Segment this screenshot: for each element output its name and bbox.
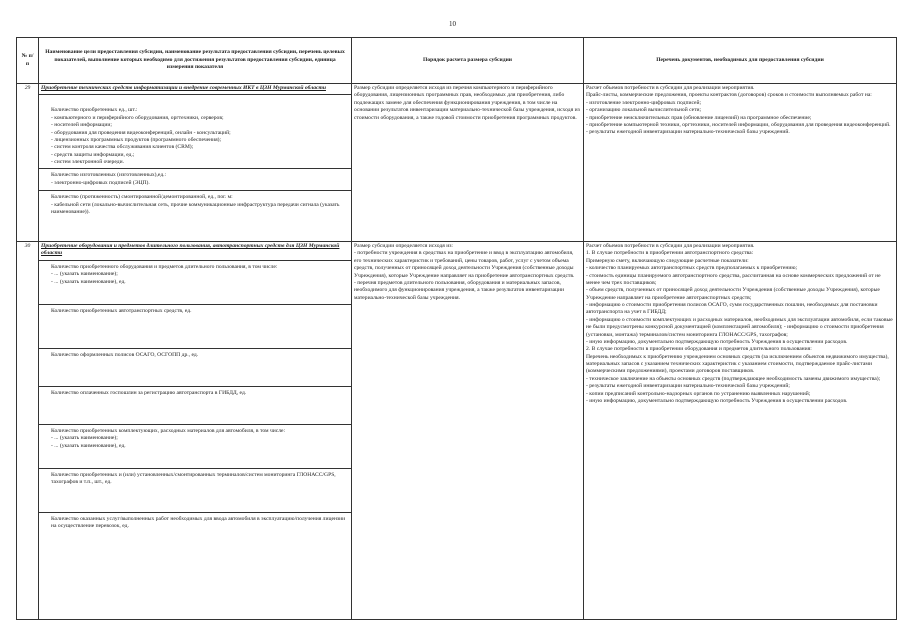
table-row <box>17 242 897 620</box>
goal-cell <box>39 242 352 620</box>
indicator-item: Количество оплаченных госпошлин за регистрацию автотранспорта в ГИБДД, ед. <box>39 386 351 424</box>
page-number: 10 <box>449 20 456 28</box>
table-row <box>17 84 897 242</box>
indicator-item: Количество приобретенных ед., шт.: - компьютерного и периферийного оборудования, оргтехники, серверов; - носителей информации; - оборудования для проведения видеоконференций, онлайн - консультаций; - лицензионных программных продуктов (программного обеспечения); - систем контроля качества обслуживания клиентов (CRM); - средств защиты информации, ед.; - систем электронной очереди. <box>39 95 351 169</box>
docs-cell: Расчет объемов потребности в субсидии для реализации мероприятия. Прайс-листы, коммерческие предложения, проекты контрактов (договоров) сроков и стоимости выполняемых работ на: - изготовление электронно-цифровых подписей; - организацию локальной вычислительной сети; - приобретение неисключительных прав (обновление лицензий) на программное обеспечение; - приобретение компьютерной техники, оргтехники, носителей информации, оборудования для проведения видеоконференций. - результаты ежегодной инвентаризации материально-технической базы учреждений. <box>584 84 897 242</box>
indicator-item: Количество (протяженность) смонтированной/демонтированной, ед., пог. м: - кабельной сети (локально-вычислительная сеть, прочие коммуникационные инфраструктура передачи сигнала (указать наименование)). <box>39 191 351 219</box>
docs-cell: Расчет объемов потребности в субсидии для реализации мероприятия. 1. В случае потребности в приобретении автотранспортного средства: Примерную смету, включающую следующие расчетные показатели: - количество планируемых автотранспортных средств предполагаемых к приобретению; - стоимость единицы планируемого автотранспортного средства, рассчитанная на основе коммерческих предложений от не менее чем трех поставщиков; - объем средств, полученных от приносящей доход деятельности Учреждения (собственные доходы Учреждения), которые Учреждение направляет на приобретение автотранспортных средств; - информацию о стоимости приобретения полисов ОСАГО, сумм государственных пошлин, необходимых для постановки автотранспорта на учет в ГИБДД; - информацию о стоимости комплектующих и расходных материалов, необходимых для эксплуатации автомобиля, если таковые не были предусмотрены конкурсной документацией (комплектацией автомобиля); - информацию о стоимости приобретения (установки, монтажа) терминалов/систем мониторинга ГЛОНАСС/GPS, тахографов; - иную информацию, документально подтверждающую потребность Учреждения в осуществлении расходов. 2. В случае потребности в приобретении оборудования и предметов длительного пользования: Перечень необходимых к приобретению учреждением основных средств (за исключением объектов недвижимого имущества), материальных запасов с указанием технических характеристик с указанием стоимости, подтверждаемое прайс-листами (коммерческими предложениями), проектами договоров поставщиков. - техническое заключение на объекты основных средств (подтверждающее необходимость замены движимого имущества); - результаты ежегодной инвентаризации материально-технической базы учреждений; - копии предписаний контрольно-надзорных органов по устранению выявленных нарушений; - иную информацию, документально подтверждающую потребность Учреждения в осуществлении расходов. <box>584 242 897 620</box>
indicator-item: Количество оказанных услуг/выполненных работ необходимых для ввода автомобиля в эксплуатацию/получения лицензии на осуществление перевозок, ед. <box>39 512 351 558</box>
header-num: № п/п <box>17 38 39 84</box>
indicator-item: Количество изготовленных (изготовленных),ед.: - электронно-цифровых подписей (ЭЦП). <box>39 169 351 191</box>
header-name: Наименование цели предоставления субсидии, наименование результата предоставления субсидии, перечень целевых показателей, выполнение которых необходимо для достижения результатов предоставления субсидии, единица измерения показателя <box>39 38 352 84</box>
header-docs: Перечень документов, необходимых для предоставления субсидии <box>584 38 897 84</box>
indicators-list <box>39 260 351 559</box>
indicator-item: Количество оформленных полисов ОСАГО, ОСГОПП др., ед. <box>39 348 351 386</box>
subsidy-table <box>16 37 897 620</box>
calc-cell: Размер субсидии определяется исходя из: - потребности учреждения в средствах на приобретение и ввод в эксплуатацию автомобиля, его технических характеристик и требований, цены товаров, работ, услуг с учетом объема средств, полученных от приносящей доход деятельности Учреждения (собственные доходы Учреждения), которые Учреждение направляет на приобретение автотранспортных средств. - перечня предметов длительного пользования, оборудования и материальных запасов, необходимого для функционирования учреждения, а также результатов инвентаризации материально-технической базы учреждения. <box>352 242 584 620</box>
indicator-item: Количество приобретенного оборудования и предметов длительного пользования, в том числе: - ... (указать наименование); - ... (указать наименование), ед. <box>39 260 351 304</box>
goal-cell <box>39 84 352 242</box>
row-number: 30 <box>17 242 39 620</box>
goal-title: Приобретение технических средств информатизации и внедрение современных ИКТ в ЦЗН Мурманской области <box>41 85 326 91</box>
indicator-item: Количество приобретенных автотранспортных средств, ед. <box>39 304 351 348</box>
row-number: 29 <box>17 84 39 242</box>
indicator-item: Количество приобретенных комплектующих, расходных материалов для автомобиля, в том числе: - ... (указать наименование); - ... (указать наименование), ед. <box>39 424 351 468</box>
calc-cell: Размер субсидии определяется исходя из перечня компьютерного и периферийного оборудования, лицензионных программных прав, необходимых для приобретения, либо подлежащих замене для обеспечения функционирования учреждения, в том числе на основании результатов инвентаризации материально-технической базы учреждения, исходя из стоимости оборудования, а также годовой стоимости приобретения программных продуктов. <box>352 84 584 242</box>
table-header-row <box>17 38 897 84</box>
indicators-list <box>39 94 351 219</box>
goal-title: Приобретение оборудования и предметов длительного пользования, автотранспортных средств для ЦЗН Мурманской области <box>41 243 340 257</box>
header-calc: Порядок расчета размера субсидии <box>352 38 584 84</box>
indicator-item: Количество приобретенных и (или) установленных/смонтированных терминалов/систем мониторинга ГЛОНАСС/GPS, тахографов и т.п., шт., ед. <box>39 468 351 512</box>
